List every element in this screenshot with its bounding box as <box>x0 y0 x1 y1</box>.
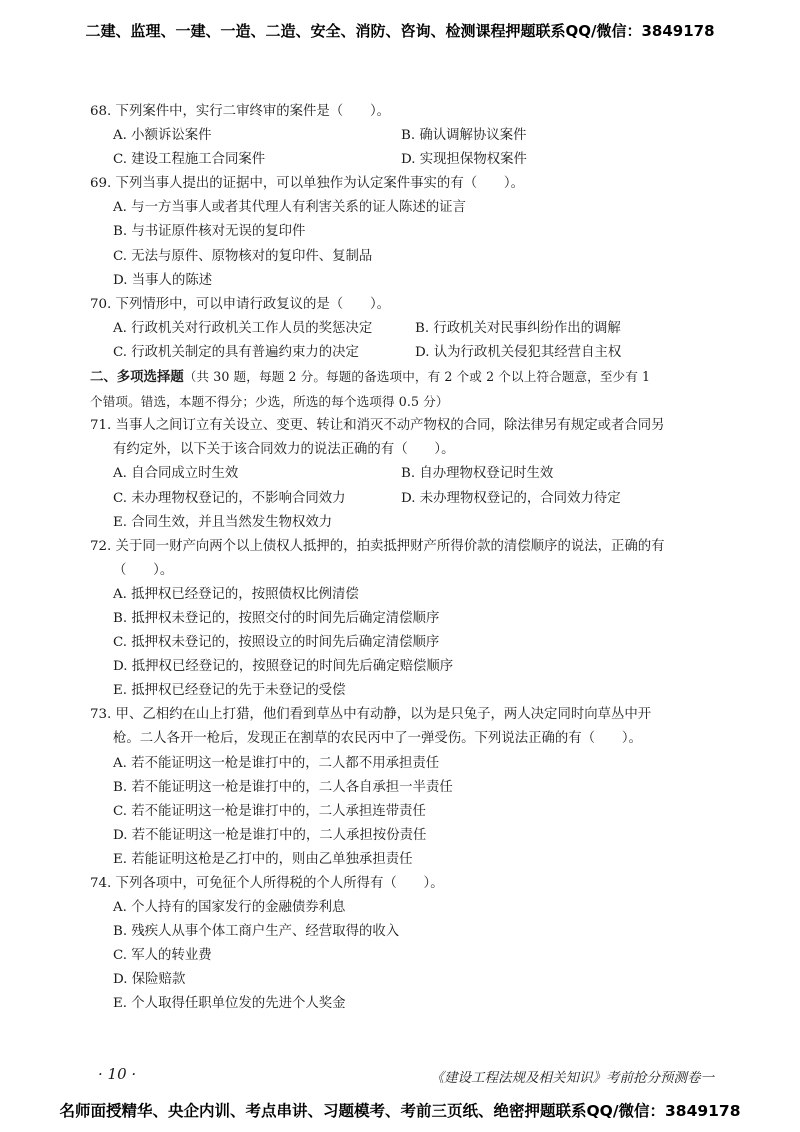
q70-stem: 70. 下列情形中，可以申请行政复议的是（ ）。 <box>90 296 391 312</box>
q68-options-row1 <box>113 124 730 148</box>
q74-stem: 74. 下列各项中，可免征个人所得税的个人所得有（ ）。 <box>90 876 444 891</box>
q71-stem-line1: 71. 当事人之间订立有关设立、变更、转让和消灭不动产物权的合同，除法律另有规定或者合同另 <box>90 418 665 434</box>
q74-option-d: D. 保险赔款 <box>113 972 186 988</box>
q69-option-a: A. 与一方当事人或者其代理人有利害关系的证人陈述的证言 <box>113 200 466 216</box>
q68-stem: 68. 下列案件中，实行二审终审的案件是（ ）。 <box>90 104 391 119</box>
top-banner: 二建、监理、一建、一造、二造、安全、消防、咨询、检测课程押题联系QQ/微信：3849178 <box>85 22 715 40</box>
q69-option-c: C. 无法与原件、原物核对的复印件、复制品 <box>113 248 373 264</box>
q71-options-row2 <box>113 487 730 511</box>
q74-option-a: A. 个人持有的国家发行的金融债券利息 <box>113 900 346 916</box>
q72-option-c: C. 抵押权未登记的，按照设立的时间先后确定清偿顺序 <box>113 635 440 651</box>
q68-option-c: C. 建设工程施工合同案件 <box>113 152 266 168</box>
q72-option-e: E. 抵押权已经登记的先于未登记的受偿 <box>113 683 346 699</box>
exam-content <box>90 100 730 1017</box>
q71-option-c: C. 未办理物权登记的，不影响合同效力 <box>113 490 346 506</box>
q70-option-c: C. 行政机关制定的具有普遍约束力的决定 <box>113 344 359 360</box>
q70-option-d: D. 认为行政机关侵犯其经营自主权 <box>415 344 622 360</box>
bottom-banner: 名师面授精华、央企内训、考点串讲、习题模考、考前三页纸、绝密押题联系QQ/微信：3849178 <box>59 1102 741 1120</box>
q72-option-b: B. 抵押权未登记的，按照交付的时间先后确定清偿顺序 <box>113 610 440 626</box>
q74-option-b: B. 残疾人从事个体工商户生产、经营取得的收入 <box>113 924 400 940</box>
q71-stem-line2: 有约定外，以下关于该合同效力的说法正确的有（ ）。 <box>113 442 455 458</box>
q70-options-row1 <box>113 317 730 341</box>
q73-stem-line1: 73. 甲、乙相约在山上打猎，他们看到草丛中有动静，以为是只兔子，两人决定同时向草丛中开 <box>90 707 652 723</box>
q70-option-a: A. 行政机关对行政机关工作人员的奖惩决定 <box>113 320 373 336</box>
q73-stem-line2: 枪。二人各开一枪后，发现正在割草的农民丙中了一弹受伤。下列说法正确的有（ ）。 <box>113 731 642 747</box>
q74-option-c: C. 军人的转业费 <box>113 948 212 964</box>
book-title: 《建设工程法规及相关知识》考前抢分预测卷一 <box>430 1070 714 1086</box>
q73-option-c: C. 若不能证明这一枪是谁打中的，二人承担连带责任 <box>113 803 426 819</box>
q69-option-b: B. 与书证原件核对无误的复印件 <box>113 224 306 240</box>
section2-title: 二、多项选择题 <box>90 369 184 386</box>
q69-option-d: D. 当事人的陈述 <box>113 272 213 288</box>
q71-option-b: B. 自办理物权登记时生效 <box>401 466 554 482</box>
q71-option-a: A. 自合同成立时生效 <box>113 466 239 482</box>
section2-note-line1: （共 30 题，每题 2 分。每题的备选项中，有 2 个或 2 个以上符合题意，至少有 1 <box>183 369 651 385</box>
section2-heading <box>90 365 730 390</box>
q71-options-row1 <box>113 462 730 486</box>
q74-option-e: E. 个人取得任职单位发的先进个人奖金 <box>113 996 346 1012</box>
q71-option-d: D. 未办理物权登记的，合同效力待定 <box>401 490 621 506</box>
q72-stem-line2: （ ）。 <box>113 562 174 578</box>
q69-stem: 69. 下列当事人提出的证据中，可以单独作为认定案件事实的有（ ）。 <box>90 176 524 192</box>
q73-option-a: A. 若不能证明这一枪是谁打中的，二人都不用承担责任 <box>113 755 440 771</box>
q73-option-e: E. 若能证明这枪是乙打中的，则由乙单独承担责任 <box>113 851 413 867</box>
q70-options-row2 <box>113 341 730 365</box>
q68-option-b: B. 确认调解协议案件 <box>401 128 527 144</box>
q72-option-a: A. 抵押权已经登记的，按照债权比例清偿 <box>113 586 359 602</box>
q71-option-e: E. 合同生效，并且当然发生物权效力 <box>113 514 333 530</box>
q68-option-a: A. 小额诉讼案件 <box>113 128 212 144</box>
q70-option-b: B. 行政机关对民事纠纷作出的调解 <box>415 320 621 336</box>
q73-option-b: B. 若不能证明这一枪是谁打中的，二人各自承担一半责任 <box>113 779 453 795</box>
q68-options-row2 <box>113 148 730 172</box>
q72-option-d: D. 抵押权已经登记的，按照登记的时间先后确定赔偿顺序 <box>113 659 454 675</box>
section2-note-line2: 个错项。错选，本题不得分；少选，所选的每个选项得 0.5 分） <box>90 394 449 410</box>
page-number: · 10 · <box>98 1065 137 1083</box>
q68-option-d: D. 实现担保物权案件 <box>401 152 527 168</box>
q73-option-d: D. 若不能证明这一枪是谁打中的，二人承担按份责任 <box>113 827 427 843</box>
q72-stem-line1: 72. 关于同一财产向两个以上债权人抵押的，拍卖抵押财产所得价款的清偿顺序的说法，正确的有 <box>90 538 665 554</box>
